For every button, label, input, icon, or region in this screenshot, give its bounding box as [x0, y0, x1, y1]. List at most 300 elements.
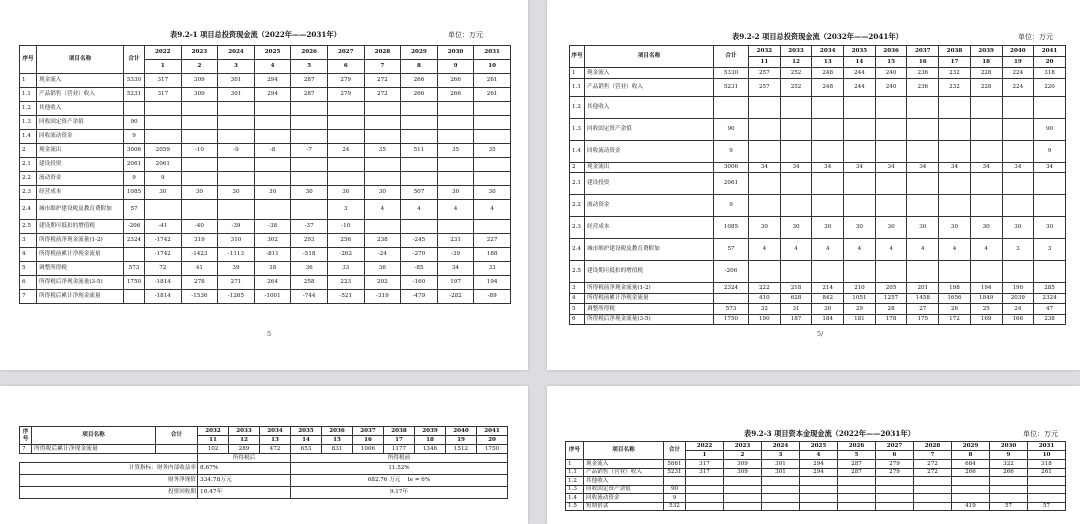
- row-total: 1750: [124, 276, 145, 290]
- row-value: [780, 96, 812, 118]
- year-header: 2036: [875, 46, 907, 57]
- row-value: -10: [181, 144, 218, 158]
- row-value: [437, 172, 474, 186]
- period-header: 3: [218, 60, 255, 74]
- seq-header: 序号: [20, 46, 37, 74]
- row-value: [812, 140, 844, 162]
- table-row: [20, 248, 511, 262]
- row-value: 252: [780, 68, 812, 79]
- row-value: 205: [875, 283, 907, 294]
- row-value: 272: [914, 460, 952, 469]
- row-value: [876, 477, 914, 486]
- total-header: 合计: [664, 442, 686, 460]
- row-value: 236: [907, 68, 939, 79]
- row-name: 回收流动资金: [37, 130, 124, 144]
- year-header: 2040: [1002, 46, 1034, 57]
- row-value: [218, 158, 255, 172]
- row-value: [990, 477, 1028, 486]
- row-seq: 1.4: [570, 140, 585, 162]
- row-value: 318: [1028, 460, 1066, 469]
- row-seq: 6: [20, 276, 37, 290]
- row-value: [291, 158, 328, 172]
- row-value: 317: [145, 74, 182, 88]
- row-total: 9: [664, 494, 686, 503]
- row-total: 532: [664, 502, 686, 511]
- row-value: 1750: [477, 445, 508, 454]
- row-value: -39: [218, 220, 255, 234]
- total-header: 合计: [714, 46, 749, 68]
- npv-before-tax: 682.76 万元: [367, 477, 401, 484]
- period-header: 20: [477, 436, 508, 445]
- row-value: 293: [291, 234, 328, 248]
- row-value: 272: [914, 468, 952, 477]
- row-value: [990, 494, 1028, 503]
- row-name: 经营成本: [37, 186, 124, 200]
- table-row: [570, 283, 1066, 294]
- row-name: 调整所得税: [585, 304, 714, 315]
- cash-flow-table-2: [569, 45, 1066, 325]
- row-value: [749, 261, 781, 283]
- period-header: 3: [762, 451, 800, 460]
- total-header: 合计: [156, 427, 198, 445]
- table-row: [20, 186, 511, 200]
- table-title: 表9.2-1 项目总投资现金流（2022年——2031年）: [170, 30, 341, 39]
- row-value: [907, 96, 939, 118]
- period-header: 12: [229, 436, 260, 445]
- row-value: 34: [1034, 162, 1066, 173]
- row-name: 其他收入: [585, 96, 714, 118]
- table-row: [566, 502, 1066, 511]
- row-value: 472: [260, 445, 291, 454]
- row-value: 34: [907, 162, 939, 173]
- row-value: 271: [218, 276, 255, 290]
- row-total: 1085: [124, 186, 145, 200]
- row-name: 其他收入: [37, 102, 124, 116]
- row-value: [1002, 261, 1034, 283]
- row-name: 所得税后净现金流量(3-5): [37, 276, 124, 290]
- row-value: [1034, 96, 1066, 118]
- row-value: 684: [952, 460, 990, 469]
- row-value: [876, 494, 914, 503]
- row-value: [327, 172, 364, 186]
- row-value: 31: [780, 304, 812, 315]
- row-value: 34: [939, 162, 971, 173]
- table-row: [570, 96, 1066, 118]
- year-header: 2032: [198, 427, 229, 436]
- row-value: [181, 130, 218, 144]
- row-value: [254, 116, 291, 130]
- row-name: 调整所得税: [37, 262, 124, 276]
- row-value: [254, 200, 291, 220]
- row-name: 回收固定资产余值: [37, 116, 124, 130]
- row-value: 30: [970, 217, 1002, 239]
- row-value: [812, 195, 844, 217]
- row-value: 318: [1034, 68, 1066, 79]
- row-value: 301: [218, 88, 255, 102]
- row-value: 25: [970, 304, 1002, 315]
- row-name: 现金流出: [37, 144, 124, 158]
- row-value: 218: [780, 283, 812, 294]
- row-value: 26: [939, 304, 971, 315]
- year-header: 2023: [724, 442, 762, 451]
- year-header: 2041: [477, 427, 508, 436]
- row-value: [844, 173, 876, 195]
- row-total: [714, 293, 749, 304]
- row-value: [327, 102, 364, 116]
- row-value: 30: [437, 186, 474, 200]
- row-value: -1423: [181, 248, 218, 262]
- row-total: 2324: [124, 234, 145, 248]
- row-value: 278: [181, 276, 218, 290]
- period-header: 5: [291, 60, 328, 74]
- row-value: -1814: [145, 276, 182, 290]
- row-total: 5330: [714, 68, 749, 79]
- row-total: [714, 96, 749, 118]
- row-name: 回收流动资金: [584, 494, 664, 503]
- table-row: [20, 172, 511, 186]
- row-value: [218, 116, 255, 130]
- row-value: 190: [1002, 283, 1034, 294]
- row-seq: 1.1: [570, 78, 585, 96]
- row-value: [939, 118, 971, 140]
- row-value: 294: [254, 88, 291, 102]
- table-title: 表9.2-3 项目资本金现金流（2022年——2031年）: [744, 429, 915, 438]
- row-value: [970, 118, 1002, 140]
- period-header: 9: [437, 60, 474, 74]
- row-total: 2061: [124, 158, 145, 172]
- year-header: 2040: [446, 427, 477, 436]
- row-value: 57: [990, 502, 1028, 511]
- table-row: [20, 74, 511, 88]
- document-page-2: [547, 0, 1080, 370]
- row-value: [364, 172, 401, 186]
- row-value: [218, 130, 255, 144]
- period-header: 17: [939, 57, 971, 68]
- row-value: [474, 102, 511, 116]
- name-header: 项目名称: [584, 442, 664, 460]
- row-value: [914, 485, 952, 494]
- row-value: 3: [1034, 239, 1066, 261]
- row-value: 34: [844, 162, 876, 173]
- table-row: [570, 293, 1066, 304]
- year-header: 2025: [254, 46, 291, 60]
- row-value: 264: [254, 276, 291, 290]
- row-seq: 2: [570, 162, 585, 173]
- row-value: -41: [145, 220, 182, 234]
- row-name: 流动资金: [585, 195, 714, 217]
- row-seq: 2.4: [20, 200, 37, 220]
- seq-header: 序号: [570, 46, 585, 68]
- row-value: -38: [254, 220, 291, 234]
- row-value: 220: [1034, 78, 1066, 96]
- row-value: 257: [749, 78, 781, 96]
- row-value: [686, 485, 724, 494]
- row-value: 9: [145, 172, 182, 186]
- row-value: 266: [990, 468, 1028, 477]
- name-header: 项目名称: [32, 427, 156, 445]
- row-value: 4: [844, 239, 876, 261]
- row-value: 410: [749, 293, 781, 304]
- row-value: 309: [181, 74, 218, 88]
- row-value: 831: [322, 445, 353, 454]
- period-header: 8: [401, 60, 438, 74]
- table-row: [570, 239, 1066, 261]
- row-value: [952, 485, 990, 494]
- table-row: [570, 162, 1066, 173]
- period-header: 13: [260, 436, 291, 445]
- row-value: 30: [844, 217, 876, 239]
- row-value: 261: [474, 74, 511, 88]
- row-value: 194: [474, 276, 511, 290]
- year-header: 2033: [780, 46, 812, 57]
- row-seq: 4: [570, 293, 585, 304]
- row-value: 228: [970, 78, 1002, 96]
- row-total: 1750: [714, 314, 749, 325]
- row-value: 201: [907, 283, 939, 294]
- row-value: 257: [749, 68, 781, 79]
- row-value: [762, 477, 800, 486]
- row-value: [724, 477, 762, 486]
- row-value: 322: [990, 460, 1028, 469]
- total-header: 合计: [124, 46, 145, 74]
- row-value: 653: [291, 445, 322, 454]
- period-header: 11: [198, 436, 229, 445]
- row-value: 301: [762, 468, 800, 477]
- row-value: 34: [1002, 162, 1034, 173]
- row-value: 35: [474, 144, 511, 158]
- row-value: 198: [939, 283, 971, 294]
- row-name: 产品销售（营业）收入: [585, 78, 714, 96]
- row-value: 184: [812, 314, 844, 325]
- row-value: [401, 172, 438, 186]
- document-page-3: [0, 386, 528, 524]
- period-header: 2: [181, 60, 218, 74]
- table-row: [20, 158, 511, 172]
- row-value: 3: [1002, 239, 1034, 261]
- row-value: 4: [474, 200, 511, 220]
- year-header: 2030: [990, 442, 1028, 451]
- row-total: [124, 248, 145, 262]
- row-value: [1034, 195, 1066, 217]
- table-row: [570, 217, 1066, 239]
- period-header: 19: [446, 436, 477, 445]
- row-value: -1265: [218, 290, 255, 304]
- row-value: [812, 261, 844, 283]
- document-page-1: [0, 0, 528, 370]
- row-name: 所得税后净现金流量(3-5): [585, 314, 714, 325]
- row-name: 短期借款: [584, 502, 664, 511]
- row-name: 所得税后累计净现金流量: [32, 445, 156, 454]
- row-value: 228: [970, 68, 1002, 79]
- row-value: [327, 158, 364, 172]
- table-row: [570, 68, 1066, 79]
- row-value: 188: [474, 248, 511, 262]
- period-header: 14: [844, 57, 876, 68]
- row-value: [1028, 494, 1066, 503]
- row-value: 29: [844, 304, 876, 315]
- row-value: 301: [762, 460, 800, 469]
- row-value: [838, 494, 876, 503]
- row-value: 294: [800, 468, 838, 477]
- row-value: 294: [800, 460, 838, 469]
- row-value: 30: [474, 186, 511, 200]
- table-row: [570, 314, 1066, 325]
- row-value: 30: [145, 186, 182, 200]
- row-name: 经营成本: [585, 217, 714, 239]
- year-header: 2027: [876, 442, 914, 451]
- row-value: [970, 173, 1002, 195]
- table-row: [566, 468, 1066, 477]
- row-value: [474, 220, 511, 234]
- row-value: -40: [181, 220, 218, 234]
- row-name: 现金流入: [37, 74, 124, 88]
- row-value: [291, 116, 328, 130]
- row-value: [686, 477, 724, 486]
- row-value: 232: [939, 78, 971, 96]
- row-value: 4: [749, 239, 781, 261]
- row-value: [844, 261, 876, 283]
- row-value: 187: [780, 314, 812, 325]
- row-total: [156, 445, 198, 454]
- row-name: 建设期可抵扣的增值税: [585, 261, 714, 283]
- row-value: [437, 102, 474, 116]
- row-value: 30: [181, 186, 218, 200]
- row-seq: 2: [20, 144, 37, 158]
- row-seq: 1.3: [20, 116, 37, 130]
- row-seq: 1.1: [566, 468, 584, 477]
- row-value: 4: [970, 239, 1002, 261]
- row-value: 628: [780, 293, 812, 304]
- year-header: 2022: [145, 46, 182, 60]
- row-value: [914, 494, 952, 503]
- row-value: [181, 116, 218, 130]
- period-header: 1: [686, 451, 724, 460]
- row-value: [876, 485, 914, 494]
- row-value: 2061: [145, 158, 182, 172]
- row-value: 30: [812, 217, 844, 239]
- period-header: 16: [353, 436, 384, 445]
- row-value: [844, 118, 876, 140]
- row-total: -206: [714, 261, 749, 283]
- row-value: [780, 261, 812, 283]
- row-value: 261: [1028, 468, 1066, 477]
- row-total: 90: [124, 116, 145, 130]
- row-value: 224: [1002, 68, 1034, 79]
- period-header: 16: [907, 57, 939, 68]
- table-row: [566, 460, 1066, 469]
- row-name: 流动资金: [37, 172, 124, 186]
- row-value: 4: [401, 200, 438, 220]
- row-name: 产品销售（营业）收入: [584, 468, 664, 477]
- row-name: 建设投资: [585, 173, 714, 195]
- row-value: [437, 130, 474, 144]
- row-seq: 1.1: [20, 88, 37, 102]
- row-value: 72: [145, 262, 182, 276]
- row-seq: 7: [20, 445, 32, 454]
- row-seq: 1: [20, 74, 37, 88]
- table-row: [570, 261, 1066, 283]
- period-header: 10: [1028, 451, 1066, 460]
- row-value: -1536: [181, 290, 218, 304]
- row-value: 256: [327, 234, 364, 248]
- row-value: -518: [291, 248, 328, 262]
- row-value: [291, 200, 328, 220]
- period-header: 6: [876, 451, 914, 460]
- row-value: [474, 172, 511, 186]
- row-value: 309: [724, 468, 762, 477]
- table-row: [570, 78, 1066, 96]
- payback-after-tax: 10.47年: [198, 487, 291, 499]
- table-row: [20, 445, 508, 454]
- row-value: -319: [364, 290, 401, 304]
- col-before-tax: 所得税前: [291, 454, 508, 463]
- row-value: [875, 195, 907, 217]
- row-value: 90: [1034, 118, 1066, 140]
- row-seq: 1.4: [20, 130, 37, 144]
- table-row: [20, 276, 511, 290]
- row-value: [474, 116, 511, 130]
- row-name: 所得税前净现金流量(1-2): [37, 234, 124, 248]
- period-header: 18: [415, 436, 446, 445]
- row-value: 30: [218, 186, 255, 200]
- row-value: [437, 158, 474, 172]
- row-value: 231: [437, 234, 474, 248]
- year-header: 2025: [800, 442, 838, 451]
- period-header: 15: [322, 436, 353, 445]
- row-value: [939, 140, 971, 162]
- row-seq: 1.2: [20, 102, 37, 116]
- row-value: 317: [145, 88, 182, 102]
- year-header: 2038: [939, 46, 971, 57]
- row-seq: 2.1: [570, 173, 585, 195]
- seq-header: 序号: [566, 442, 584, 460]
- row-value: [800, 502, 838, 511]
- period-header: 18: [970, 57, 1002, 68]
- row-value: 166: [1002, 314, 1034, 325]
- row-value: 3: [327, 200, 364, 220]
- year-header: 2037: [907, 46, 939, 57]
- row-value: 47: [1034, 304, 1066, 315]
- row-value: -1814: [145, 290, 182, 304]
- row-value: 202: [364, 276, 401, 290]
- row-value: 30: [1034, 217, 1066, 239]
- npv-label: 财务净现值: [20, 475, 198, 487]
- row-value: -1742: [145, 234, 182, 248]
- row-total: 1085: [714, 217, 749, 239]
- row-value: 240: [875, 78, 907, 96]
- row-value: 178: [875, 314, 907, 325]
- table-row: [570, 173, 1066, 195]
- row-value: 266: [437, 74, 474, 88]
- row-value: 238: [364, 234, 401, 248]
- row-value: [327, 116, 364, 130]
- table-row: [20, 130, 511, 144]
- year-header: 2029: [401, 46, 438, 60]
- table-row: [20, 262, 511, 276]
- row-total: [124, 102, 145, 116]
- row-value: 24: [1002, 304, 1034, 315]
- row-name: 产品销售（营业）收入: [37, 88, 124, 102]
- year-header: 2034: [260, 427, 291, 436]
- row-value: [939, 195, 971, 217]
- table-row: [20, 102, 511, 116]
- period-header: 9: [990, 451, 1028, 460]
- row-value: 1346: [415, 445, 446, 454]
- row-value: 258: [291, 276, 328, 290]
- year-header: 2022: [686, 442, 724, 451]
- row-value: 34: [875, 162, 907, 173]
- row-value: [762, 494, 800, 503]
